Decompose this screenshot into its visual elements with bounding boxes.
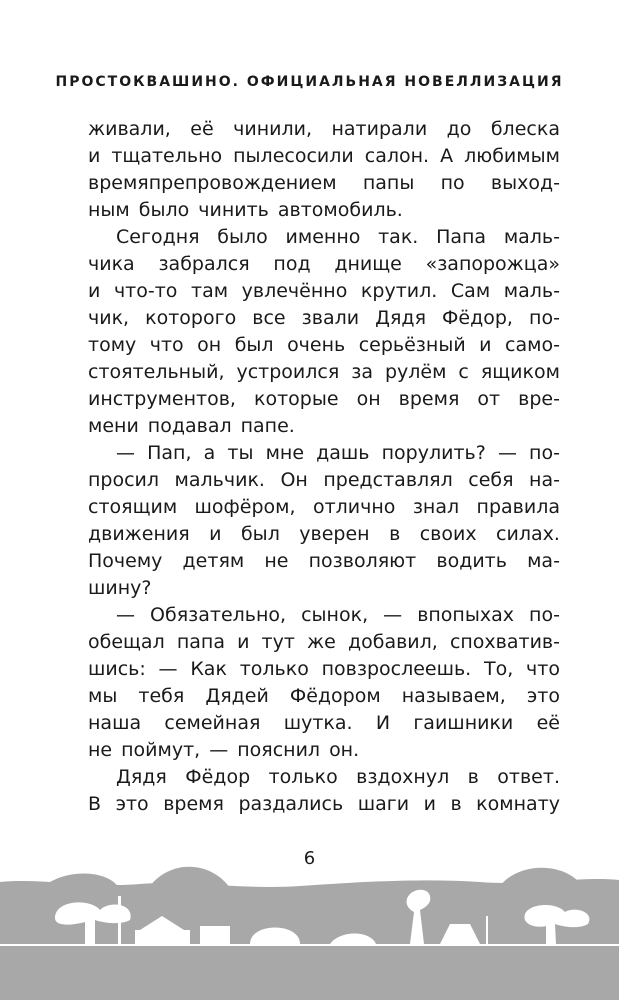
word: обещал xyxy=(88,631,165,653)
word: Фёдор xyxy=(185,766,251,788)
word: тому xyxy=(88,334,137,356)
word: силах. xyxy=(496,523,560,545)
word: до xyxy=(446,118,472,140)
word: Дядя xyxy=(116,766,167,788)
word: что xyxy=(149,334,184,356)
word: движения xyxy=(88,523,190,545)
word: был xyxy=(240,523,280,545)
word: — xyxy=(383,604,403,626)
word: — xyxy=(158,658,178,680)
word: Фёдор, xyxy=(442,307,513,329)
text-line xyxy=(88,170,560,197)
word: Он xyxy=(280,469,308,491)
word: В xyxy=(88,793,102,815)
text-line xyxy=(88,602,560,629)
text-line xyxy=(88,143,560,170)
word: повзрослеешь. xyxy=(321,658,472,680)
word: он xyxy=(356,388,381,410)
page-number: 6 xyxy=(303,848,316,869)
word: сынок, xyxy=(301,604,369,626)
text-line xyxy=(88,224,560,251)
word: пояснил xyxy=(237,739,321,761)
word: её xyxy=(190,118,214,140)
text-line xyxy=(88,764,560,791)
word: впопыхах xyxy=(417,604,514,626)
word: мальчик. xyxy=(174,469,265,491)
word: Папа xyxy=(436,226,487,248)
word: чинить xyxy=(198,199,269,221)
word: блеска xyxy=(490,118,560,140)
word: спохватив- xyxy=(449,631,560,653)
word: позволяют xyxy=(308,550,417,572)
word: уверен xyxy=(299,523,370,545)
word: рулём xyxy=(384,361,447,383)
word: натирали xyxy=(331,118,428,140)
word: Как xyxy=(190,658,227,680)
word: Почему xyxy=(88,550,163,572)
word: Сегодня xyxy=(116,226,200,248)
word: именно xyxy=(285,226,361,248)
word: времяпрепровождением xyxy=(88,172,337,194)
word: своих xyxy=(419,523,477,545)
word: вздохнул xyxy=(356,766,450,788)
word: дашь xyxy=(316,442,370,464)
word: чинили, xyxy=(233,118,313,140)
running-header: ПРОСТОКВАШИНО. ОФИЦИАЛЬНАЯ НОВЕЛЛИЗАЦИЯ xyxy=(55,74,564,90)
word: и xyxy=(88,145,101,167)
word: и xyxy=(479,334,492,356)
word: тщательно xyxy=(111,145,223,167)
word: очень xyxy=(287,334,346,356)
word: вре- xyxy=(518,388,560,410)
word: которого xyxy=(145,307,237,329)
word: живали, xyxy=(88,118,171,140)
word: увлечённо xyxy=(241,280,348,302)
word: забрался xyxy=(158,253,250,275)
word: в xyxy=(450,793,462,815)
word: стоятельный, xyxy=(88,361,225,383)
text-line xyxy=(88,710,560,737)
word: само- xyxy=(505,334,560,356)
word: салон. xyxy=(364,145,430,167)
word: только xyxy=(239,658,309,680)
text-line xyxy=(88,116,560,143)
word: маль- xyxy=(503,280,560,302)
word: добавил, xyxy=(347,631,438,653)
word: что-то xyxy=(113,280,178,302)
word: с xyxy=(458,361,469,383)
word: и xyxy=(88,280,101,302)
text-line xyxy=(88,656,560,683)
word: время xyxy=(398,388,460,410)
word: Фёдором xyxy=(289,685,381,707)
text-line xyxy=(88,683,560,710)
word: правила xyxy=(476,496,560,518)
text-line xyxy=(88,359,560,386)
text-line xyxy=(88,386,560,413)
word: шись: xyxy=(88,658,146,680)
word: а xyxy=(203,442,216,464)
word: А xyxy=(440,145,454,167)
word: днище xyxy=(334,253,402,275)
word: крутил. xyxy=(360,280,438,302)
text-line xyxy=(88,305,560,332)
word: по- xyxy=(529,604,560,626)
word: ма- xyxy=(527,550,560,572)
word: маль- xyxy=(503,226,560,248)
word: в xyxy=(467,766,479,788)
text-line xyxy=(88,413,560,440)
word: шаги xyxy=(357,793,410,815)
word: её xyxy=(536,712,560,734)
text-line xyxy=(88,440,560,467)
word: чика xyxy=(88,253,135,275)
word: мени xyxy=(88,415,139,437)
word: серьёзный xyxy=(358,334,466,356)
word: Обязательно, xyxy=(150,604,287,626)
text-line xyxy=(88,332,560,359)
word: называем, xyxy=(401,685,506,707)
word: папы xyxy=(362,172,415,194)
word: стоящим xyxy=(88,496,178,518)
word: любимым xyxy=(464,145,560,167)
word: под xyxy=(273,253,311,275)
word: по- xyxy=(529,307,560,329)
word: — xyxy=(209,739,229,761)
word: же xyxy=(307,631,336,653)
text-line xyxy=(88,494,560,521)
word: Дядя xyxy=(375,307,426,329)
word: и xyxy=(423,793,436,815)
word: был xyxy=(234,334,274,356)
word: в xyxy=(389,523,401,545)
text-line xyxy=(88,197,560,224)
word: за xyxy=(351,361,373,383)
word: Дядей xyxy=(205,685,269,707)
word: комнату xyxy=(476,793,560,815)
word: время xyxy=(163,793,224,815)
word: от xyxy=(477,388,501,410)
word: которые xyxy=(254,388,339,410)
word: ответ. xyxy=(497,766,560,788)
text-line xyxy=(88,467,560,494)
word: и xyxy=(209,523,222,545)
word: что xyxy=(526,658,560,680)
text-line xyxy=(88,278,560,305)
word: по xyxy=(440,172,465,194)
word: инструментов, xyxy=(88,388,236,410)
word: это xyxy=(115,793,149,815)
word: было xyxy=(138,199,190,221)
word: — xyxy=(116,604,135,626)
word: ным xyxy=(88,199,130,221)
word: раздались xyxy=(238,793,344,815)
word: Пап, xyxy=(147,442,192,464)
word: водить xyxy=(436,550,507,572)
word: мы xyxy=(88,685,118,707)
word: ты xyxy=(227,442,254,464)
word: То, xyxy=(483,658,514,680)
word: детям xyxy=(182,550,245,572)
word: папе. xyxy=(240,415,295,437)
word: все xyxy=(252,307,286,329)
word: звали xyxy=(301,307,360,329)
word: так. xyxy=(378,226,419,248)
word: И xyxy=(375,712,391,734)
word: гаишники xyxy=(413,712,514,734)
word: папа xyxy=(176,631,225,653)
text-line xyxy=(88,251,560,278)
word: не xyxy=(264,550,289,572)
word: тут xyxy=(261,631,295,653)
word: знал xyxy=(412,496,460,518)
word: — xyxy=(497,442,517,464)
word: мне xyxy=(265,442,305,464)
word: тебя xyxy=(138,685,185,707)
word: автомобиль. xyxy=(277,199,403,221)
word: наша xyxy=(88,712,142,734)
word: это xyxy=(526,685,560,707)
word: порулить? xyxy=(381,442,486,464)
word: поймут, xyxy=(121,739,201,761)
word: — xyxy=(116,442,135,464)
word: отлично xyxy=(312,496,396,518)
word: семейная xyxy=(164,712,261,734)
text-line xyxy=(88,791,560,818)
word: шофёром, xyxy=(194,496,296,518)
text-line xyxy=(88,575,560,602)
word: подавал xyxy=(147,415,232,437)
word: шутка. xyxy=(283,712,353,734)
word: он. xyxy=(329,739,360,761)
text-line xyxy=(88,521,560,548)
word: выход- xyxy=(490,172,560,194)
page-body-text xyxy=(88,116,560,818)
text-line xyxy=(88,737,560,764)
word: там xyxy=(191,280,229,302)
word: по- xyxy=(529,442,560,464)
word: себя xyxy=(468,469,514,491)
word: ящиком xyxy=(480,361,560,383)
word: он xyxy=(197,334,222,356)
text-line xyxy=(88,548,560,575)
word: было xyxy=(217,226,268,248)
text-line xyxy=(88,629,560,656)
word: шину? xyxy=(88,577,152,599)
word: только xyxy=(268,766,338,788)
word: Сам xyxy=(450,280,491,302)
word: просил xyxy=(88,469,160,491)
word: устроился xyxy=(236,361,340,383)
word: представлял xyxy=(323,469,453,491)
word: на- xyxy=(529,469,560,491)
word: и xyxy=(237,631,250,653)
word: пылесосили xyxy=(233,145,354,167)
word: «запорожца» xyxy=(425,253,560,275)
word: чик, xyxy=(88,307,130,329)
word: не xyxy=(88,739,113,761)
landscape-silhouette-illustration xyxy=(0,860,619,1000)
